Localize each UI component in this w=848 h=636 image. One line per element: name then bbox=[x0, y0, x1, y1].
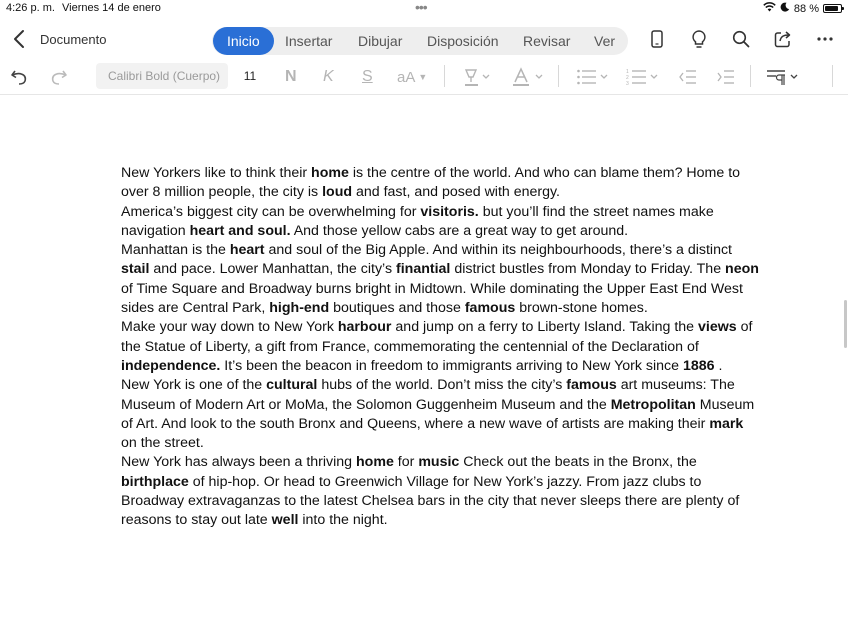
search-icon[interactable] bbox=[730, 28, 752, 50]
status-indicators bbox=[763, 2, 842, 15]
back-chevron-icon[interactable] bbox=[12, 28, 26, 54]
document-body[interactable] bbox=[121, 164, 761, 531]
redo-icon[interactable] bbox=[48, 66, 68, 88]
multitasking-dots-icon[interactable]: ••• bbox=[415, 0, 427, 15]
increase-indent-icon[interactable] bbox=[716, 66, 736, 88]
tab-dibujar[interactable]: Dibujar bbox=[358, 33, 403, 49]
back-button-label[interactable]: Documento bbox=[40, 32, 107, 47]
font-size-field[interactable]: 11 bbox=[243, 69, 257, 83]
more-options-icon[interactable] bbox=[814, 28, 836, 50]
scrollbar[interactable] bbox=[844, 300, 847, 348]
moon-icon bbox=[780, 2, 790, 15]
mobile-view-icon[interactable] bbox=[646, 28, 668, 50]
tab-disposicion[interactable]: Disposición bbox=[427, 33, 499, 49]
status-date: Viernes 14 de enero bbox=[62, 2, 161, 14]
text-size-button[interactable] bbox=[397, 66, 427, 88]
toolbar-bottom-divider bbox=[0, 94, 848, 95]
nav-bar bbox=[0, 24, 848, 56]
svg-text:1: 1 bbox=[626, 69, 629, 75]
share-icon[interactable] bbox=[772, 28, 794, 50]
tab-inicio[interactable]: Inicio bbox=[213, 27, 274, 55]
paragraph[interactable]: America’s biggest city can be overwhelming for visitoris. but you’ll find the street names make navigation heart and soul. And those yellow cabs are a great way to get around. bbox=[121, 203, 714, 239]
battery-percent: 88 % bbox=[793, 2, 819, 15]
font-name-field[interactable]: Calibri Bold (Cuerpo) bbox=[96, 63, 228, 89]
toolbar-divider bbox=[558, 65, 559, 87]
toolbar-divider bbox=[750, 65, 751, 87]
tab-revisar[interactable]: Revisar bbox=[523, 33, 571, 49]
chevron-down-icon: ▼ bbox=[418, 72, 428, 82]
status-time: 4:26 p. m. bbox=[6, 2, 55, 14]
paragraph[interactable]: Manhattan is the heart and soul of the Big Apple. And within its neighbourhoods, there’s a distinct stail and pace. Lower Manhattan, the city’s finantial district bustles from Monday to Friday. The neon of Time Square and Broadway burns bright in Midtown. While dominating the Upper East End West sides are Central Park, high-end boutiques and those famous brown-stone homes. bbox=[121, 242, 759, 317]
svg-text:3: 3 bbox=[626, 81, 629, 86]
paragraph[interactable]: New Yorkers like to think their home is the centre of the world. And who can blame them? Home to over 8 million people, the city is loud and fast, and posed with energy. bbox=[121, 165, 741, 201]
decrease-indent-icon[interactable] bbox=[678, 66, 698, 88]
paragraph[interactable]: Make your way down to New York harbour and jump on a ferry to Liberty Island. Taking the views of the Statue of Liberty, a gift from France, commemorating the centennial of the Declaration of independence. It’s been the beacon in freedom to immigrants arriving to New York since 1886 . bbox=[121, 319, 753, 374]
bold-button[interactable]: N bbox=[285, 68, 297, 85]
tab-insertar[interactable]: Insertar bbox=[285, 33, 333, 49]
numbered-list-icon[interactable] bbox=[626, 66, 662, 88]
text-size-label: aA bbox=[397, 68, 416, 86]
bullet-list-icon[interactable] bbox=[576, 66, 612, 88]
wifi-icon bbox=[763, 2, 776, 15]
italic-button[interactable]: K bbox=[323, 68, 334, 85]
toolbar-divider bbox=[832, 65, 833, 87]
tab-ver[interactable]: Ver bbox=[594, 33, 616, 49]
status-bar bbox=[0, 0, 848, 18]
ribbon-tabs bbox=[212, 27, 628, 55]
undo-icon[interactable] bbox=[10, 66, 30, 88]
underline-button[interactable]: S bbox=[362, 68, 373, 85]
highlight-icon[interactable] bbox=[462, 66, 492, 88]
lightbulb-icon[interactable] bbox=[688, 28, 710, 50]
paragraph-style-icon[interactable] bbox=[766, 66, 802, 88]
font-color-icon[interactable] bbox=[510, 66, 546, 88]
toolbar-divider bbox=[444, 65, 445, 87]
formatting-toolbar bbox=[0, 62, 848, 90]
nav-actions bbox=[646, 28, 836, 50]
battery-icon bbox=[823, 4, 842, 13]
paragraph[interactable]: New York is one of the cultural hubs of the world. Don’t miss the city’s famous art museums: The Museum of Modern Art or MoMa, the Solomon Guggenheim Museum and the Metropolitan Museum of Art. And look to the south Bronx and Queens, where a new wave of artists are making their mark on the street. bbox=[121, 377, 755, 452]
paragraph[interactable]: New York has always been a thriving home for music Check out the beats in the Bronx, the birthplace of hip-hop. Or head to Greenwich Village for New York’s jazzy. From jazz clubs to Broadway extravaganzas to the latest Chelsea bars in the city that never sleeps there are plenty of reasons to stay out late well into the night. bbox=[121, 454, 740, 529]
svg-text:2: 2 bbox=[626, 75, 629, 81]
